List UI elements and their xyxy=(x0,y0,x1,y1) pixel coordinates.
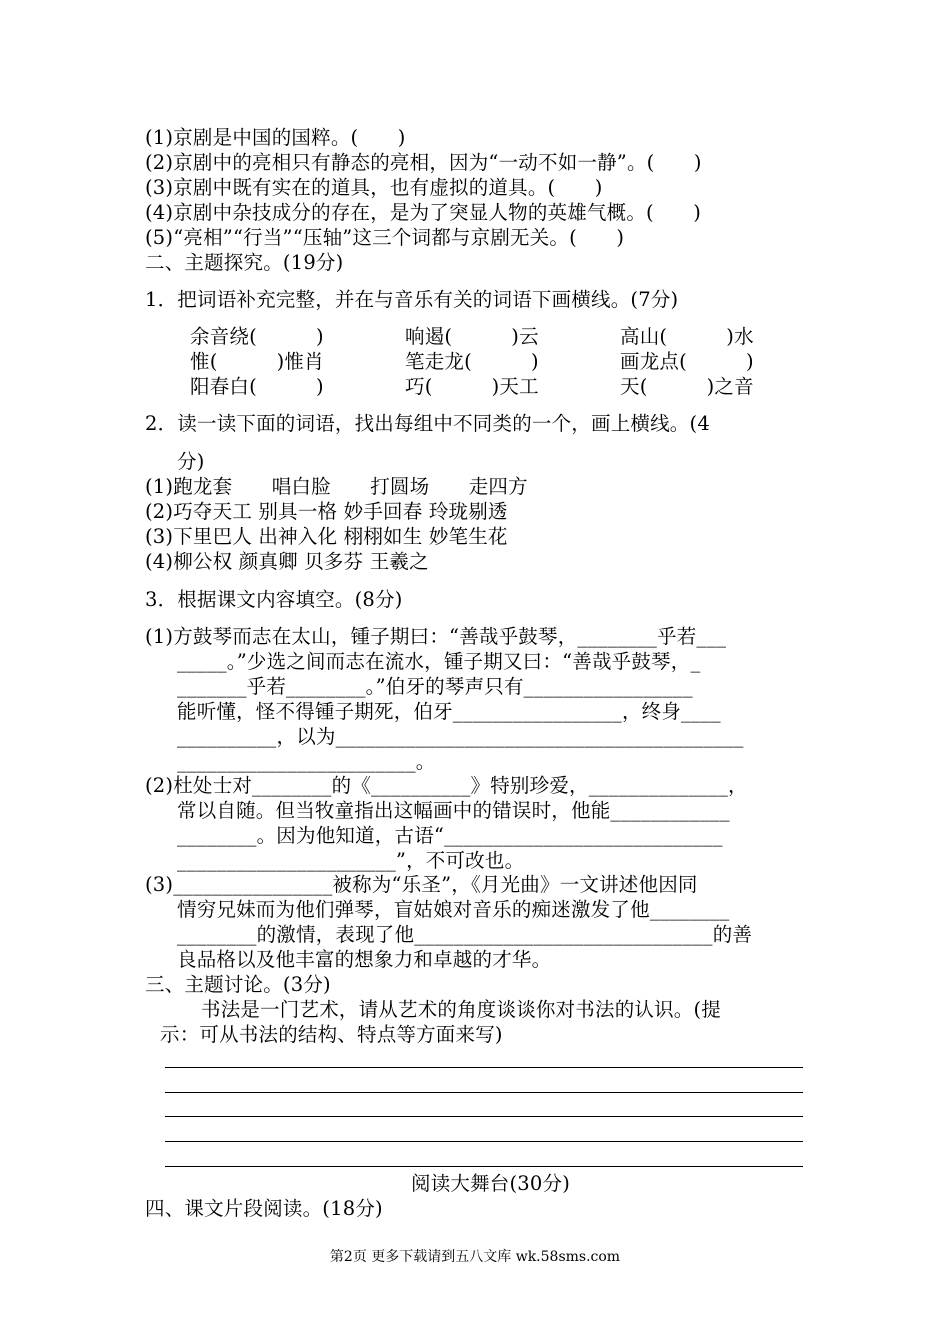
q3-line: _____。”少选之间而志在流水，锺子期又曰：“善哉乎鼓琴，_ xyxy=(177,650,701,673)
q1-blank: 阳春白( ) xyxy=(190,375,324,398)
q1-blank: 笔走龙( ) xyxy=(405,350,539,373)
section-4-heading: 四、课文片段阅读。(18分) xyxy=(145,1197,383,1220)
section-3-heading: 三、主题讨论。(3分) xyxy=(145,973,331,996)
section-3-prompt-cont: 示：可从书法的结构、特点等方面来写) xyxy=(160,1023,503,1046)
q3-line: 能听懂，怪不得锺子期死，伯牙_________________，终身____ xyxy=(177,700,721,723)
section-2-heading: 二、主题探究。(19分) xyxy=(145,251,344,274)
q3-line: ______________________”，不可改也。 xyxy=(177,849,525,872)
q2-prompt: 2．读一读下面的词语，找出每组中不同类的一个，画上横线。(4 xyxy=(145,412,710,435)
answer-line[interactable] xyxy=(165,1166,803,1167)
q3-line: ________的激情，表现了他______________________________的善 xyxy=(177,923,753,946)
q3-line: (3)________________被称为“乐圣”，《月光曲》一文讲述他因同 xyxy=(145,873,698,896)
answer-line[interactable] xyxy=(165,1141,803,1142)
q3-prompt: 3．根据课文内容填空。(8分) xyxy=(145,588,403,611)
q2-group-3: (3)下里巴人 出神入化 栩栩如生 妙笔生花 xyxy=(145,525,508,548)
q1-blank: 响遏( )云 xyxy=(405,325,539,348)
judgement-item-1: (1)京剧是中国的国粹。( ) xyxy=(145,126,406,149)
section-3-prompt: 书法是一门艺术，请从艺术的角度谈谈你对书法的认识。(提 xyxy=(201,998,722,1021)
q3-line: __________，以为_________________________________________ xyxy=(177,725,744,748)
q1-prompt: 1．把词语补充完整，并在与音乐有关的词语下画横线。(7分) xyxy=(145,288,679,311)
q2-group-1: (1)跑龙套 唱白脸 打圆场 走四方 xyxy=(145,475,528,498)
reading-stage-title: 阅读大舞台(30分) xyxy=(411,1172,571,1195)
judgement-item-3: (3)京剧中既有实在的道具，也有虚拟的道具。( ) xyxy=(145,176,603,199)
answer-line[interactable] xyxy=(165,1092,803,1093)
q3-line: ________。因为他知道，古语“____________________________ xyxy=(177,824,723,847)
q3-line: (2)杜处士对________的《__________》特别珍爱，______________， xyxy=(145,774,748,797)
q2-group-2: (2)巧夺天工 别具一格 妙手回春 玲珑剔透 xyxy=(145,500,508,523)
q2-prompt-cont: 分) xyxy=(177,450,205,473)
q1-blank: 高山( )水 xyxy=(620,325,754,348)
q2-group-4: (4)柳公权 颜真卿 贝多芬 王羲之 xyxy=(145,550,429,573)
judgement-item-5: (5)“亮相”“行当”“压轴”这三个词都与京剧无关。( ) xyxy=(145,226,625,249)
judgement-item-4: (4)京剧中杂技成分的存在，是为了突显人物的英雄气概。( ) xyxy=(145,201,702,224)
q3-line: _______乎若________。”伯牙的琴声只有_________________ xyxy=(177,675,693,698)
q1-blank: 天( )之音 xyxy=(620,375,754,398)
q3-line: 情穷兄妹而为他们弹琴，盲姑娘对音乐的痴迷激发了他________ xyxy=(177,898,730,921)
q1-blank: 巧( )天工 xyxy=(405,375,539,398)
q1-blank: 画龙点( ) xyxy=(620,350,754,373)
q3-line: 常以自随。但当牧童指出这幅画中的错误时，他能____________ xyxy=(177,799,730,822)
judgement-item-2: (2)京剧中的亮相只有静态的亮相，因为“一动不如一静”。( ) xyxy=(145,151,702,174)
q1-blank: 惟( )惟肖 xyxy=(190,350,324,373)
q3-line: ________________________。 xyxy=(177,750,436,773)
q3-line: 良品格以及他丰富的想象力和卓越的才华。 xyxy=(177,948,552,971)
page-footer: 第2页 更多下载请到五八文库 wk.58sms.com xyxy=(329,1249,621,1265)
q3-line: (1)方鼓琴而志在太山，锺子期曰：“善哉乎鼓琴，________乎若___ xyxy=(145,625,727,648)
answer-line[interactable] xyxy=(165,1067,803,1068)
q1-blank: 余音绕( ) xyxy=(190,325,324,348)
answer-line[interactable] xyxy=(165,1116,803,1117)
